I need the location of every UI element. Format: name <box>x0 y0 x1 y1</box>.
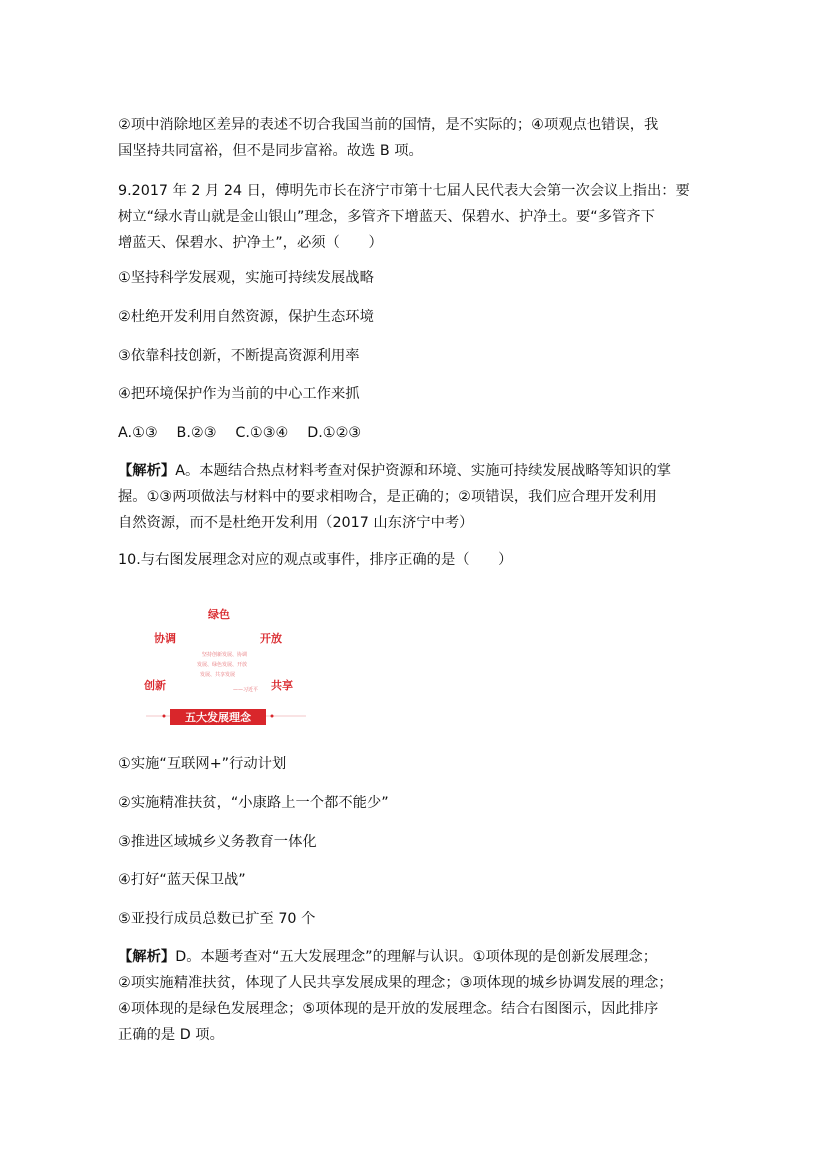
figure-label-innovation: 创新 <box>144 679 166 692</box>
figure-svg <box>140 600 312 730</box>
q9-option-2: ②杜绝开发利用自然资源，保护生态环境 <box>118 309 374 325</box>
q10-option-4: ④打好“蓝天保卫战” <box>118 872 246 888</box>
q9-option-1: ①坚持科学发展观，实施可持续发展战略 <box>118 270 374 286</box>
figure-center-line-1: 坚持创新发展、协调 <box>202 652 248 658</box>
q10-option-3: ③推进区域城乡义务教育一体化 <box>118 834 317 850</box>
q9-analysis-line-1 <box>118 458 708 484</box>
q9-analysis-label: 【解析】 <box>118 463 176 479</box>
q9-option-4: ④把环境保护作为当前的中心工作来抓 <box>118 386 360 402</box>
figure-label-shared: 共享 <box>271 679 293 692</box>
q9-analysis-text-1: A。本题结合热点材料考查对保护资源和环境、实施可持续发展战略等知识的掌 <box>175 463 672 479</box>
q9-stem-line-1: 9.2017 年 2 月 24 日，傅明先市长在济宁市第十七届人民代表大会第一次会议上指出：要 <box>118 183 690 199</box>
q10-analysis-line-1 <box>118 944 708 970</box>
q10-analysis-line-2: ②项实施精准扶贫，体现了人民共享发展成果的理念；③项体现的城乡协调发展的理念； <box>118 975 673 991</box>
q10-stem: 10.与右图发展理念对应的观点或事件，排序正确的是（ ） <box>118 552 513 568</box>
five-development-concepts-figure <box>140 600 312 730</box>
q8-analysis-line-2: 国坚持共同富裕，但不是同步富裕。故选 B 项。 <box>118 143 423 159</box>
figure-label-coordinated: 协调 <box>154 632 176 645</box>
q10-option-1: ①实施“互联网+”行动计划 <box>118 756 287 772</box>
q10-analysis-line-3: ④项体现的是绿色发展理念；⑤项体现的是开放的发展理念。结合右图图示，因此排序 <box>118 1001 659 1017</box>
q8-analysis-line-1: ②项中消除地区差异的表述不切合我国当前的国情，是不实际的；④项观点也错误，我 <box>118 117 659 133</box>
figure-banner-text: 五大发展理念 <box>185 711 251 724</box>
q10-analysis-text-1: D。本题考查对“五大发展理念”的理解与认识。①项体现的是创新发展理念； <box>175 949 658 965</box>
q9-option-3: ③依靠科技创新，不断提高资源利用率 <box>118 348 360 364</box>
figure-center-sign: ——习近平 <box>233 687 259 693</box>
q9-analysis-line-3: 自然资源，而不是杜绝开发利用（2017 山东济宁中考） <box>118 515 474 531</box>
q9-analysis-line-2: 握。①③两项做法与材料中的要求相吻合，是正确的；②项错误，我们应合理开发利用 <box>118 489 657 505</box>
figure-banner-dot-right <box>271 715 274 718</box>
q10-analysis-line-4: 正确的是 D 项。 <box>118 1027 224 1043</box>
q10-analysis-label: 【解析】 <box>118 949 176 965</box>
q9-stem-line-3: 增蓝天、保碧水、护净土”，必须（ ） <box>118 235 383 251</box>
figure-label-open: 开放 <box>260 632 282 645</box>
q9-stem-line-2: 树立“绿水青山就是金山银山”理念，多管齐下增蓝天、保碧水、护净土。要“多管齐下 <box>118 209 655 225</box>
q10-option-5: ⑤亚投行成员总数已扩至 70 个 <box>118 911 316 927</box>
q9-answer-choices: A.①③ B.②③ C.①③④ D.①②③ <box>118 425 362 441</box>
figure-label-green: 绿色 <box>208 608 230 621</box>
q10-option-2: ②实施精准扶贫，“小康路上一个都不能少” <box>118 795 389 811</box>
figure-center-line-3: 发展、共享发展 <box>200 672 236 678</box>
figure-banner-dot-left <box>163 715 166 718</box>
figure-center-line-2: 发展、绿色发展、开放 <box>197 662 248 668</box>
